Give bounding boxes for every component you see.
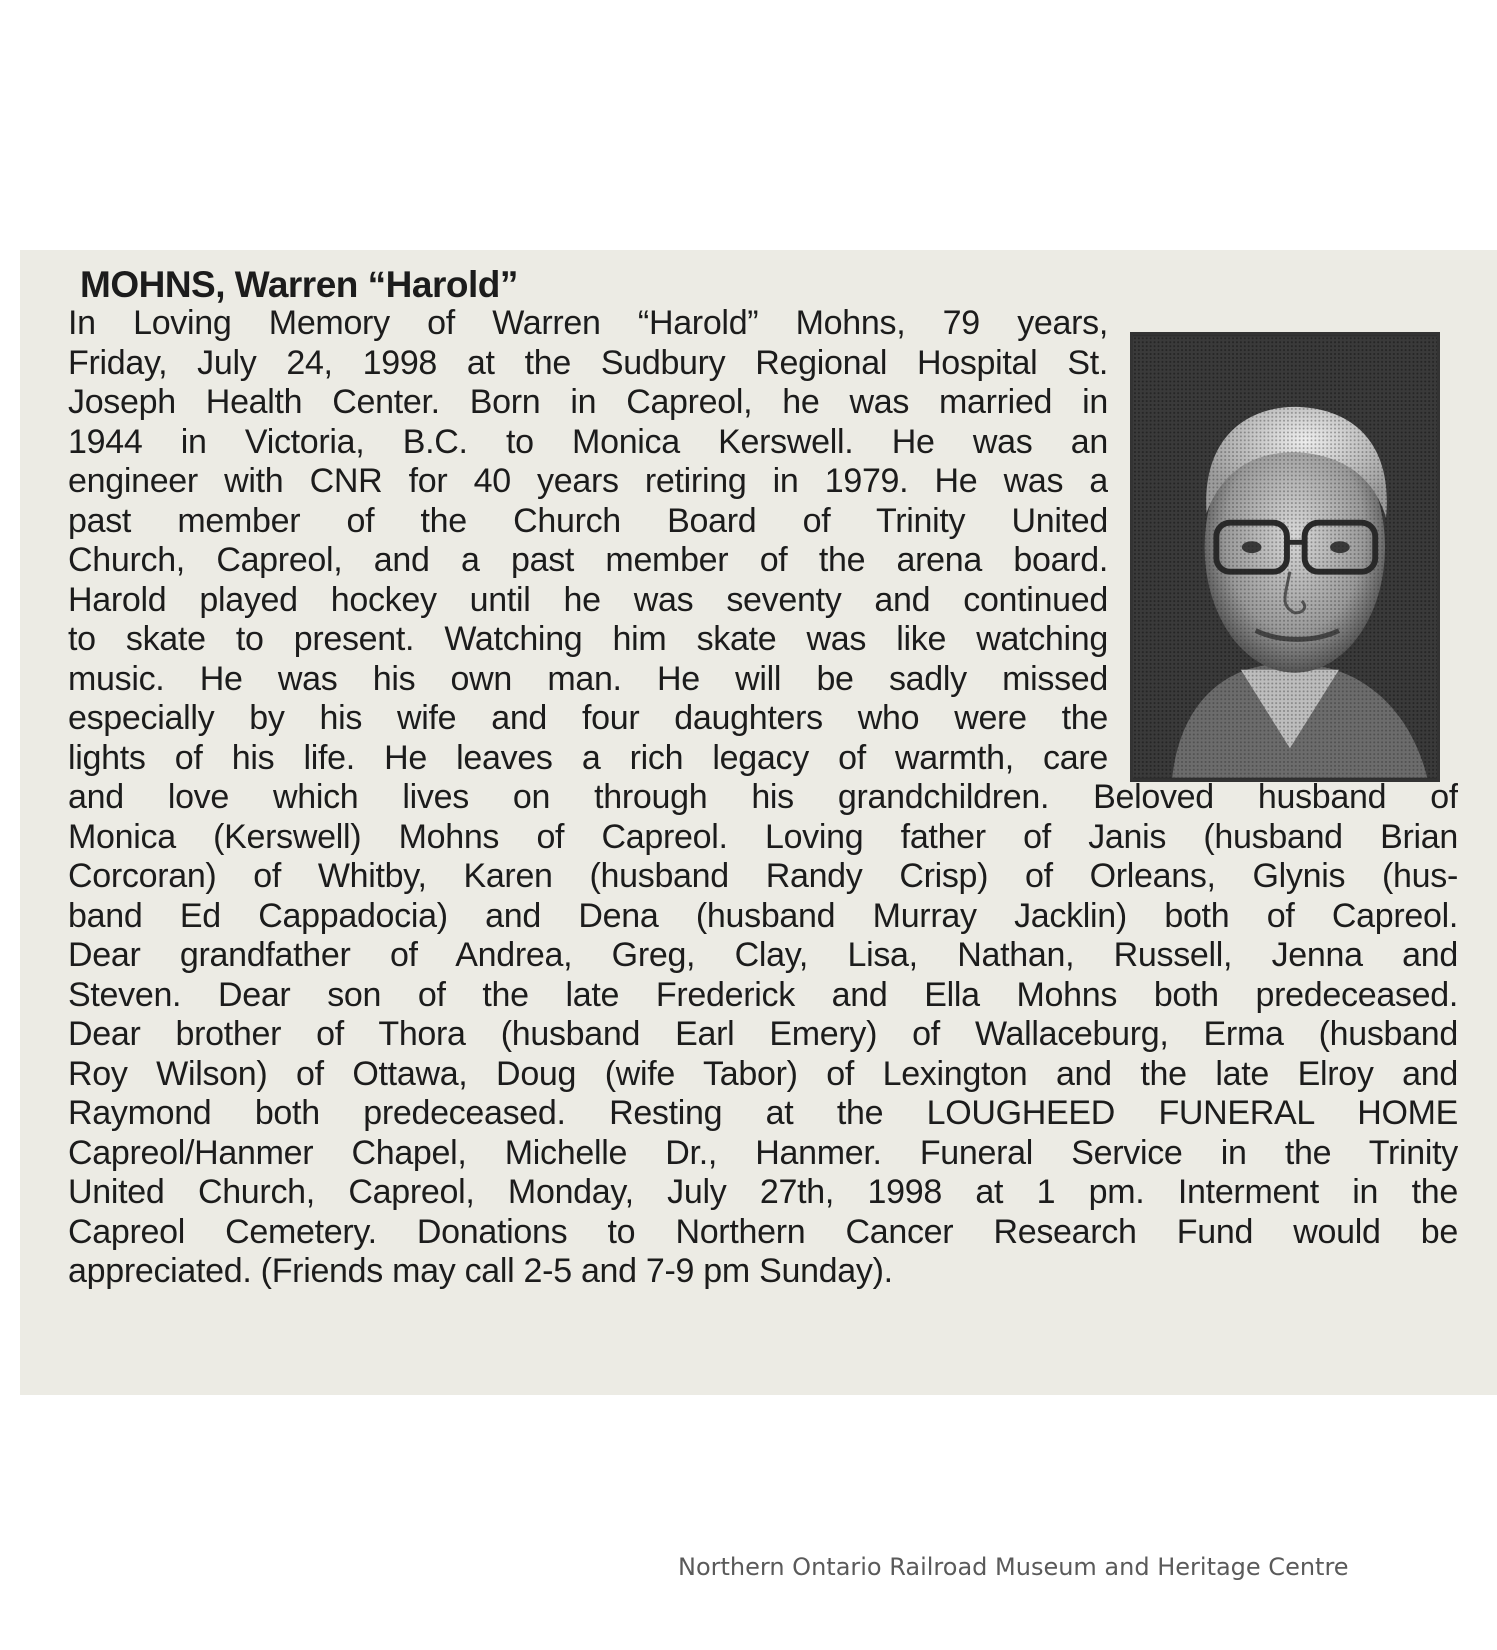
obituary-line: Church, Capreol, and a past member of the arena board. <box>68 541 1108 579</box>
obituary-line: Steven. Dear son of the late Frederick and Ella Mohns both predeceased. <box>68 975 1458 1014</box>
newspaper-clipping <box>20 250 1497 1395</box>
obituary-text <box>68 304 1458 1292</box>
obituary-line: United Church, Capreol, Monday, July 27th, 1998 at 1 pm. Interment in the <box>68 1173 1458 1211</box>
obituary-line: 1944 in Victoria, B.C. to Monica Kerswell. He was an <box>68 422 1108 461</box>
obituary-line: Dear grandfather of Andrea, Greg, Clay, Lisa, Nathan, Russell, Jenna and <box>68 936 1458 974</box>
obituary-line: and love which lives on through his grandchildren. Beloved husband of <box>68 778 1458 816</box>
obituary-line: music. He was his own man. He will be sadly missed <box>68 659 1108 698</box>
obituary-line: lights of his life. He leaves a rich legacy of warmth, care <box>68 738 1108 777</box>
obituary-line: Harold played hockey until he was seventy and continued <box>68 580 1108 619</box>
obituary-line: band Ed Cappadocia) and Dena (husband Murray Jacklin) both of Capreol. <box>68 896 1458 935</box>
obituary-line: Capreol/Hanmer Chapel, Michelle Dr., Hanmer. Funeral Service in the Trinity <box>68 1133 1458 1172</box>
obituary-line: Friday, July 24, 1998 at the Sudbury Regional Hospital St. <box>68 343 1108 382</box>
obituary-line: Monica (Kerswell) Mohns of Capreol. Loving father of Janis (husband Brian <box>68 817 1458 856</box>
source-credit: Northern Ontario Railroad Museum and Heritage Centre <box>678 1553 1349 1581</box>
obituary-line: Corcoran) of Whitby, Karen (husband Randy Crisp) of Orleans, Glynis (hus- <box>68 857 1458 895</box>
obituary-line: Raymond both predeceased. Resting at the LOUGHEED FUNERAL HOME <box>68 1094 1458 1132</box>
obituary-line: especially by his wife and four daughters who were the <box>68 699 1108 737</box>
obituary-line: In Loving Memory of Warren “Harold” Mohns, 79 years, <box>68 304 1108 342</box>
obituary-line: Dear brother of Thora (husband Earl Emery) of Wallaceburg, Erma (husband <box>68 1015 1458 1053</box>
obituary-headline: MOHNS, Warren “Harold” <box>80 264 518 305</box>
obituary-line: to skate to present. Watching him skate was like watching <box>68 620 1108 658</box>
obituary-line: Roy Wilson) of Ottawa, Doug (wife Tabor) of Lexington and the late Elroy and <box>68 1054 1458 1093</box>
obituary-line: Joseph Health Center. Born in Capreol, he was married in <box>68 383 1108 421</box>
obituary-line: engineer with CNR for 40 years retiring in 1979. He was a <box>68 462 1108 500</box>
obituary-line: past member of the Church Board of Trinity United <box>68 501 1108 540</box>
obituary-line: appreciated. (Friends may call 2-5 and 7-9 pm Sunday). <box>68 1252 893 1290</box>
obituary-line: Capreol Cemetery. Donations to Northern Cancer Research Fund would be <box>68 1212 1458 1251</box>
